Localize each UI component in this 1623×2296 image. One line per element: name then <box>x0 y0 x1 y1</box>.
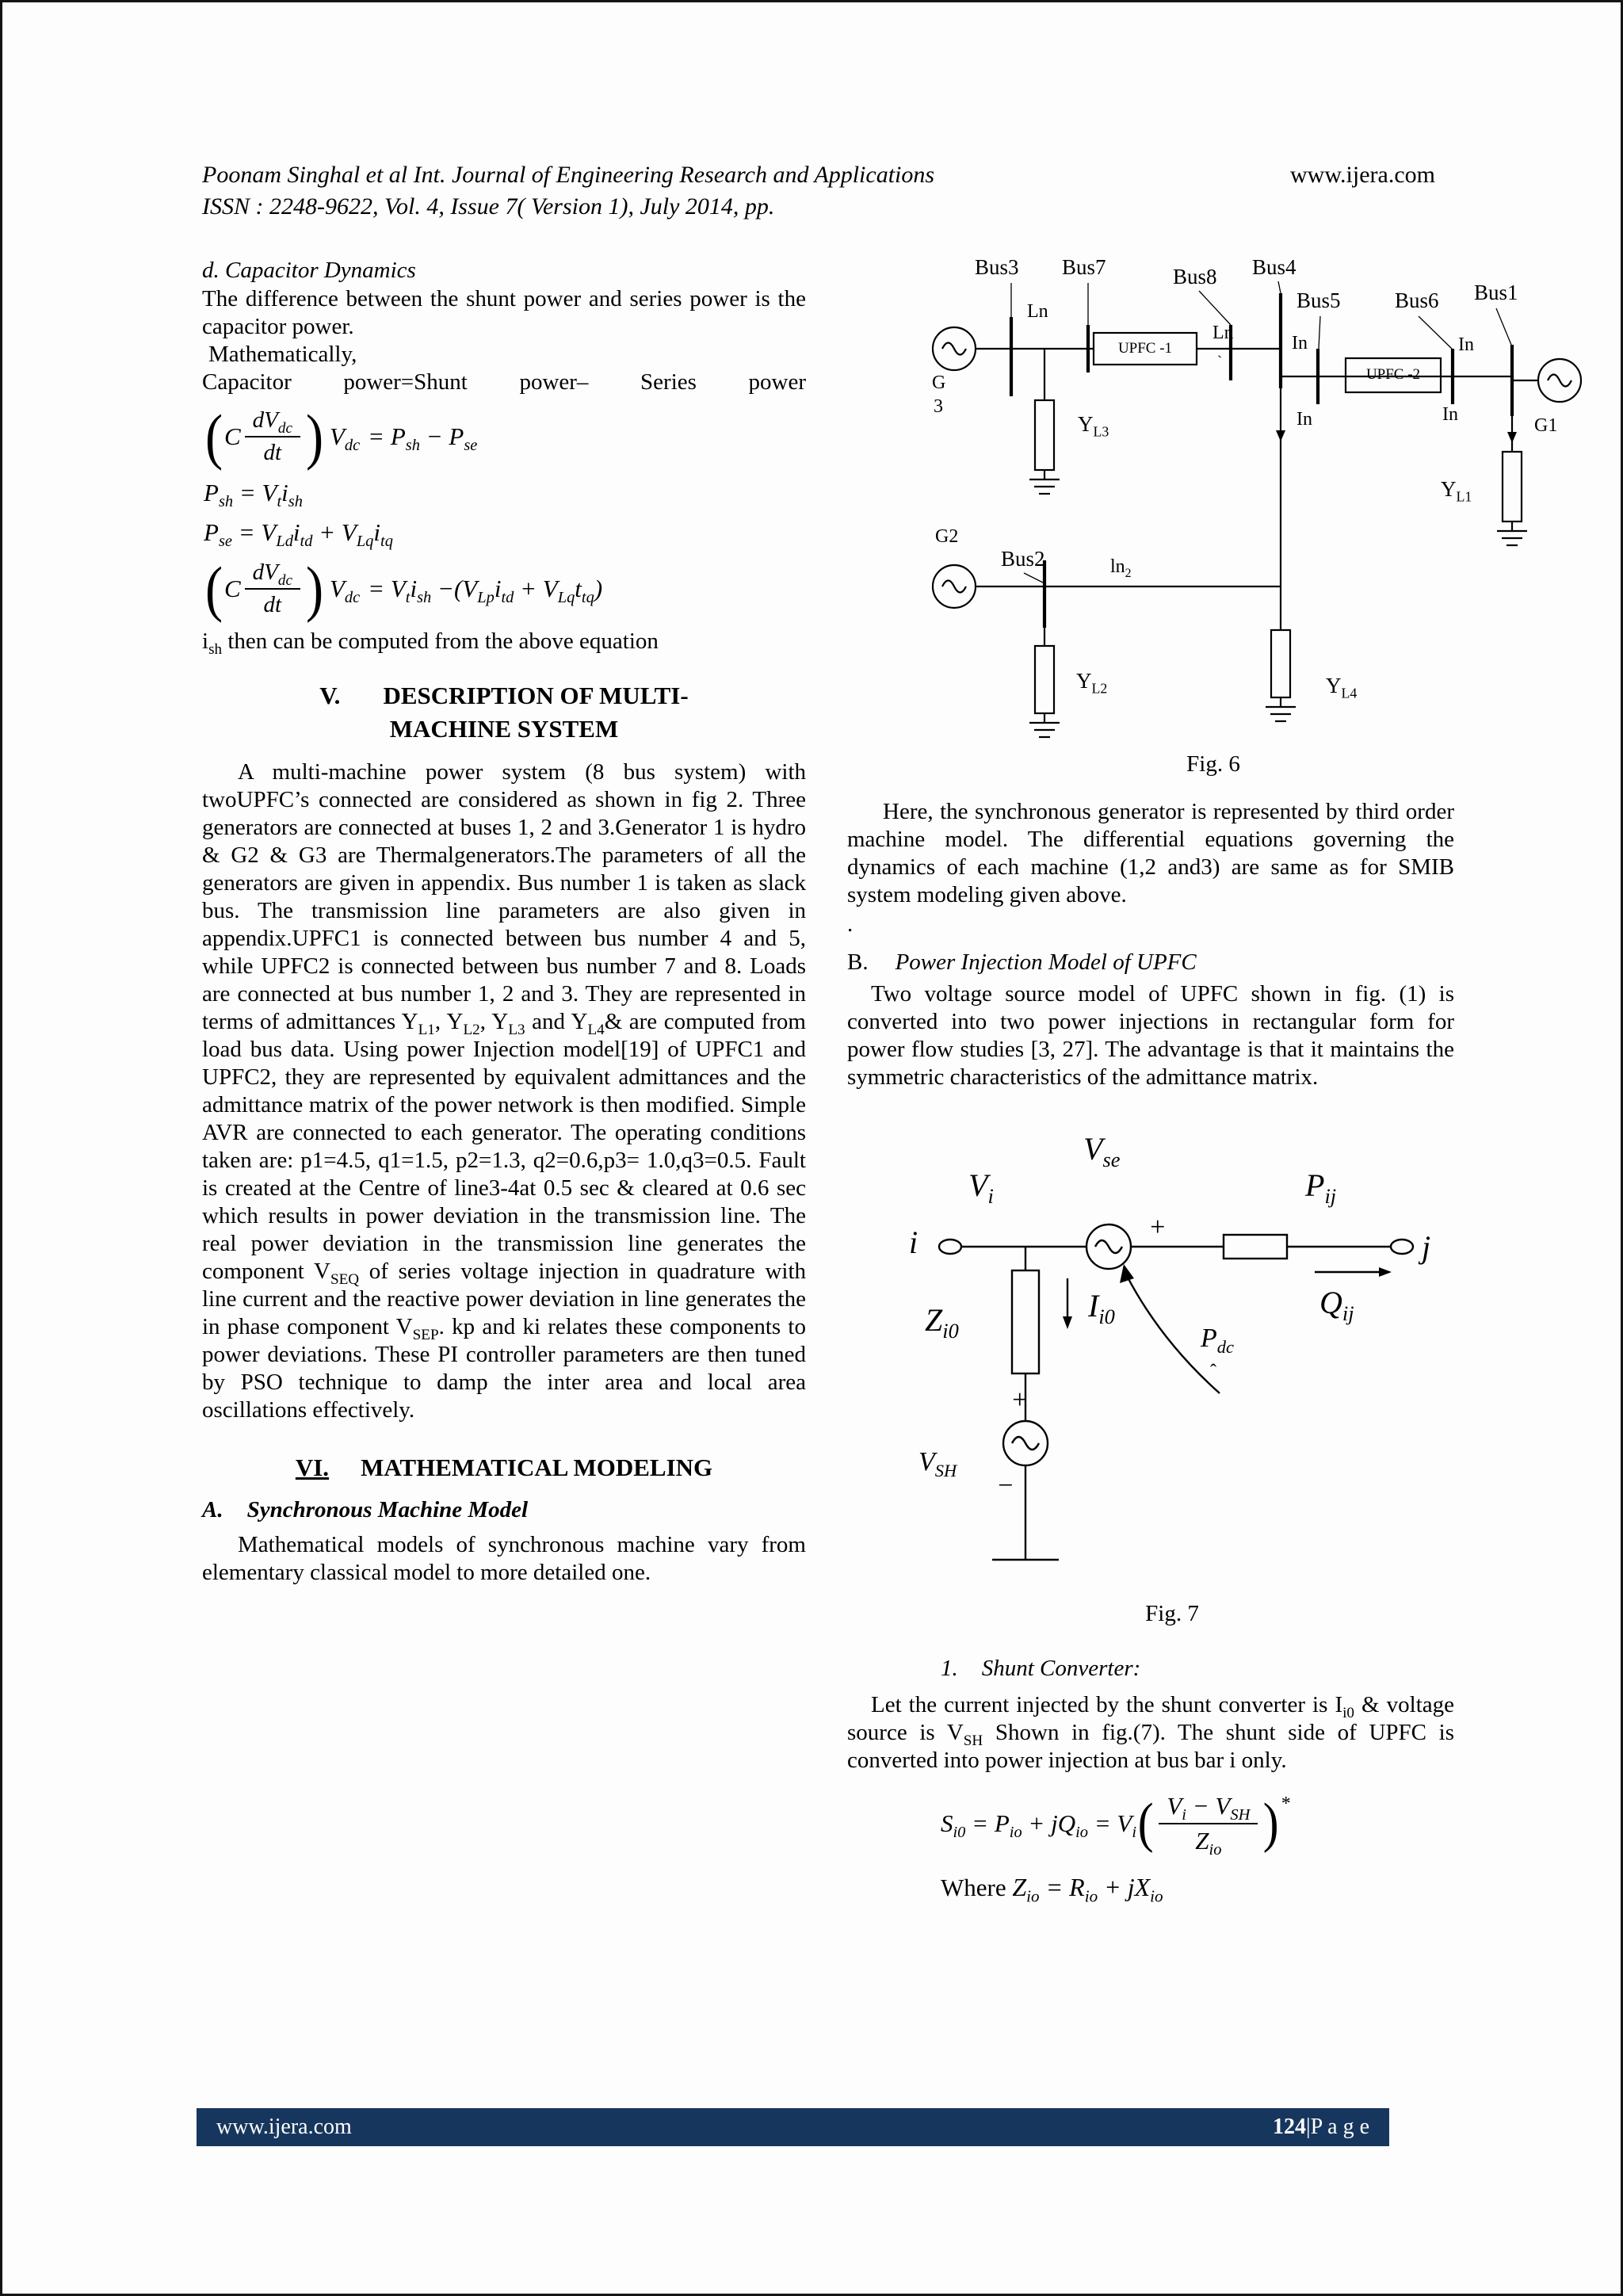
section-v-title-line2: MACHINE SYSTEM <box>389 715 619 743</box>
bus7-label: Bus7 <box>1062 255 1106 279</box>
journal-website: www.ijera.com <box>1290 162 1435 188</box>
g1-label: G1 <box>1534 415 1558 436</box>
subsection-a-title: Synchronous Machine Model <box>246 1497 529 1522</box>
tick-mark: ˋ <box>1217 353 1223 370</box>
left-column <box>202 256 806 1587</box>
section-v-number: V. <box>319 682 341 709</box>
paragraph-capacitor: The difference between the shunt power and series power is the capacitor power. <box>202 286 806 339</box>
eq-numerator: $dV_{dc}$ <box>245 407 300 437</box>
shunt-impedance-zi0-icon <box>1012 1270 1039 1373</box>
eq-fraction <box>245 560 300 618</box>
paragraph-multimachine: A multi-machine power system (8 bus system) with twoUPFC’s connected are considered as shown in fig 2. Three generators are connected at buses 1, 2 and 3.Generator 1 is hydro & G2 & G3 are Thermalgenerators.The parameters of all the generators are given in appendix. Bus number 1 is taken as slack bus. The transmission line parameters are also given in appendix.UPFC1 is connected between bus number 4 and 5, while UPFC2 is connected between bus number 7 and 8. Loads are connected at bus number 1, 2 and 3. They are represented in terms of admittances $Y_{L1}$, $Y_{L2}$, $Y_{L3}$ and $Y_{L4}\&$ are computed from load bus data. Using power Injection model[19] of UPFC1 and UPFC2, they are represented by equivalent admittances and the admittance matrix of the power network is then modified. Simple AVR are connected to each generator. The operating conditions taken are: p1=4.5, q1=1.5, p2=1.3, q2=0.6,p3= 1.0,q3=0.5. Fault is created at the Centre of line3-4at 0.5 sec & cleared at 0.6 sec which results in power deviation in the transmission line. The real power deviation in the transmission line generates the component $V_{SEQ}$ of series voltage injection in quadrature with line current and the reactive power deviation in line generates the in phase component $V_{SEP}$. kp and ki relates these components to power deviations. These PI controller parameters are then tuned by PSO technique to damp the inter area and local area oscillations effectively. <box>202 759 806 1423</box>
in-label: In <box>1458 334 1474 355</box>
equation-cdvdc-2 <box>204 554 806 623</box>
stray-period: . <box>847 911 854 937</box>
zi0-label: $Z_{i0}$ <box>925 1302 959 1343</box>
section-vi-title: MATHEMATICAL MODELING <box>361 1454 713 1481</box>
ln-label: Ln <box>1212 323 1234 343</box>
line-capacitor-power: Capacitor power=Shunt power– Series power <box>202 369 806 395</box>
figure-7-caption: Fig. 7 <box>1145 1601 1199 1626</box>
close-paren: ) <box>305 554 323 623</box>
in-label: In <box>1296 409 1312 430</box>
line-impedance-icon <box>1224 1235 1287 1259</box>
bus2-label: Bus2 <box>1001 547 1045 571</box>
eq-post: $V_{dc}$ <box>329 575 361 607</box>
g3-label: G <box>932 372 946 393</box>
ground-icons <box>1029 479 1527 737</box>
line-mathematically: Mathematically, <box>208 342 357 367</box>
equation-cdvdc-1 <box>204 402 806 471</box>
equation-block <box>204 402 806 623</box>
subsection-1-number: 1. <box>941 1656 958 1681</box>
eq-coef: C <box>223 575 241 602</box>
load-yl1-icon <box>1503 452 1522 521</box>
subsection-b-heading <box>847 949 1454 976</box>
subsection-a-heading <box>202 1497 806 1523</box>
pdc-label: $P_{dc}$ <box>1201 1324 1234 1357</box>
g3-label-2: 3 <box>934 396 943 417</box>
vsh-label: $V_{SH}$ <box>918 1447 957 1480</box>
eq-numerator: $V_i - V_{SH}$ <box>1159 1792 1258 1824</box>
open-paren: ( <box>204 554 223 623</box>
load-yl3-icon <box>1035 400 1054 470</box>
conjugate-star: * <box>1280 1794 1290 1814</box>
eq-fraction <box>1159 1792 1258 1859</box>
eq-denominator: dt <box>263 440 282 465</box>
eq-lhs: $S_{i0} = P_{io} + jQ_{io} = V_i$ <box>941 1809 1137 1842</box>
page-label: |P a g e <box>1306 2115 1369 2139</box>
eq-post: $V_{dc}$ <box>329 422 361 455</box>
bus-i-terminal <box>939 1240 961 1254</box>
yl1-label: $Y_{L1}$ <box>1441 477 1472 505</box>
in-label: In <box>1292 333 1308 353</box>
eq-numerator: $dV_{dc}$ <box>245 560 300 590</box>
figure-6-caption: Fig. 6 <box>1186 751 1240 777</box>
vse-label: $V_{se}$ <box>1083 1131 1121 1171</box>
sine-icon <box>1012 1437 1039 1450</box>
vi-label: $V_i$ <box>968 1167 994 1208</box>
pij-label: $P_{ij}$ <box>1305 1167 1337 1208</box>
node-j-label: j <box>1422 1229 1431 1265</box>
plus-sign: + <box>1010 1385 1029 1415</box>
subsection-b-title: Power Injection Model of UPFC <box>895 949 1197 975</box>
eq-denominator: dt <box>263 592 282 617</box>
node-i-label: i <box>909 1224 918 1260</box>
bus3-label: Bus3 <box>975 255 1019 279</box>
page-number: 124 <box>1273 2115 1306 2139</box>
section-v-title-line1: DESCRIPTION OF MULTI- <box>383 682 689 709</box>
g2-label: G2 <box>935 526 959 547</box>
equation-where-zio <box>941 1873 1608 1906</box>
bus1-label: Bus1 <box>1474 281 1518 304</box>
current-arrows <box>1276 430 1517 443</box>
bus4-label: Bus4 <box>1252 255 1296 279</box>
open-paren: ( <box>204 402 223 471</box>
load-yl2-icon <box>1035 646 1054 713</box>
eq-fraction <box>245 407 300 466</box>
plus-sign: + <box>1148 1213 1167 1242</box>
qij-label: $Q_{ij}$ <box>1319 1285 1354 1325</box>
paragraph-shunt-converter: Let the current injected by the shunt converter is $I_{i0}$ & voltage source is $V_{SH}$ Shown in fig.(7). The shunt side of UPFC is converted into power injection at bus bar i only. <box>847 1692 1454 1773</box>
bus6-label: Bus6 <box>1395 288 1439 312</box>
paragraph-here-generator: Here, the synchronous generator is represented by third order machine model. The differential equations governing the dynamics of each machine (1,2 and3) are same as for SMIB system modeling given above. <box>847 799 1454 907</box>
upfc-circuit-svg <box>863 1128 1481 1599</box>
section-vi-heading <box>202 1451 806 1484</box>
equation-pse: $P_{se} = V_{Ld}i_{td} + V_{Lq}i_{tq}$ <box>204 518 393 551</box>
bus-j-terminal <box>1391 1240 1413 1254</box>
subsection-b-number: B. <box>847 949 869 975</box>
yl4-label: $Y_{L4}$ <box>1326 674 1358 701</box>
caret-mark: ˆ <box>1210 1362 1216 1382</box>
eq-denominator: $Z_{io}$ <box>1195 1827 1222 1859</box>
paragraph-two-voltage-source: Two voltage source model of UPFC shown in fig. (1) is converted into two power injections in rectangular form for power flow studies [3, 27]. The advantage is that it maintains the symmetric characteristics of the admittance matrix. <box>847 981 1454 1090</box>
section-v-heading <box>202 679 806 746</box>
upfc2-label: UPFC -2 <box>1365 366 1421 384</box>
subsection-a-number: A. <box>202 1497 223 1522</box>
bus5-label: Bus5 <box>1296 288 1341 312</box>
yl3-label: $Y_{L3}$ <box>1078 412 1109 440</box>
close-paren: ) <box>305 402 323 471</box>
sine-icon <box>1095 1240 1122 1253</box>
in-label: In <box>1442 404 1458 425</box>
multimachine-circuit-svg <box>926 250 1623 745</box>
page-footer <box>197 2108 1389 2146</box>
sine-icon <box>942 343 966 355</box>
subsection-1-title: Shunt Converter: <box>981 1656 1141 1681</box>
eq-rhs: = $P_{sh} - P_{se}$ <box>368 422 478 455</box>
upfc1-label: UPFC -1 <box>1117 340 1173 357</box>
where-equation: $Z_{io} = R_{io} + jX_{io}$ <box>1012 1873 1163 1906</box>
eq-rhs: = $V_ti_{sh} -(V_{Lp}i_{td} + V_{Lq}t_{tq})$ <box>368 575 603 607</box>
where-label: Where <box>941 1874 1006 1901</box>
footer-page-number <box>1273 2115 1369 2140</box>
paragraph-sync-machine: Mathematical models of synchronous machine vary from elementary classical model to more detailed one. <box>202 1532 806 1585</box>
issn-line: ISSN : 2248-9622, Vol. 4, Issue 7( Version 1), July 2014, pp. <box>202 193 775 220</box>
footer-website: www.ijera.com <box>216 2115 352 2139</box>
figure-6-multimachine-diagram <box>926 250 1623 745</box>
ln2-label: $\ln_2$ <box>1110 556 1132 580</box>
page-header <box>202 159 1435 223</box>
close-paren: ) <box>1263 1793 1279 1854</box>
eq-coef: C <box>223 422 241 450</box>
sine-icon <box>942 581 966 593</box>
section-vi-number: VI. <box>295 1454 330 1481</box>
section-d-title: d. Capacitor Dynamics <box>202 258 416 283</box>
subsection-1-heading <box>941 1656 1608 1682</box>
minus-sign: − <box>996 1471 1014 1500</box>
sine-icon <box>1548 375 1571 387</box>
load-yl4-icon <box>1271 630 1290 697</box>
right-column <box>847 250 1608 1906</box>
ii0-label: $I_{i0}$ <box>1088 1288 1115 1328</box>
yl2-label: $Y_{L2}$ <box>1076 669 1108 697</box>
journal-title: Poonam Singhal et al Int. Journal of Engineering Research and Applications <box>202 162 935 188</box>
line-ish-note: $i_{sh}$ then can be computed from the above equation <box>202 628 659 658</box>
figure-7-upfc-circuit <box>863 1128 1481 1599</box>
equation-psh: $P_{sh} = V_ti_{sh}$ <box>204 479 303 511</box>
ln-label: Ln <box>1027 301 1048 322</box>
open-paren: ( <box>1137 1793 1154 1854</box>
bus8-label: Bus8 <box>1173 265 1217 288</box>
equation-si0 <box>941 1792 1608 1859</box>
